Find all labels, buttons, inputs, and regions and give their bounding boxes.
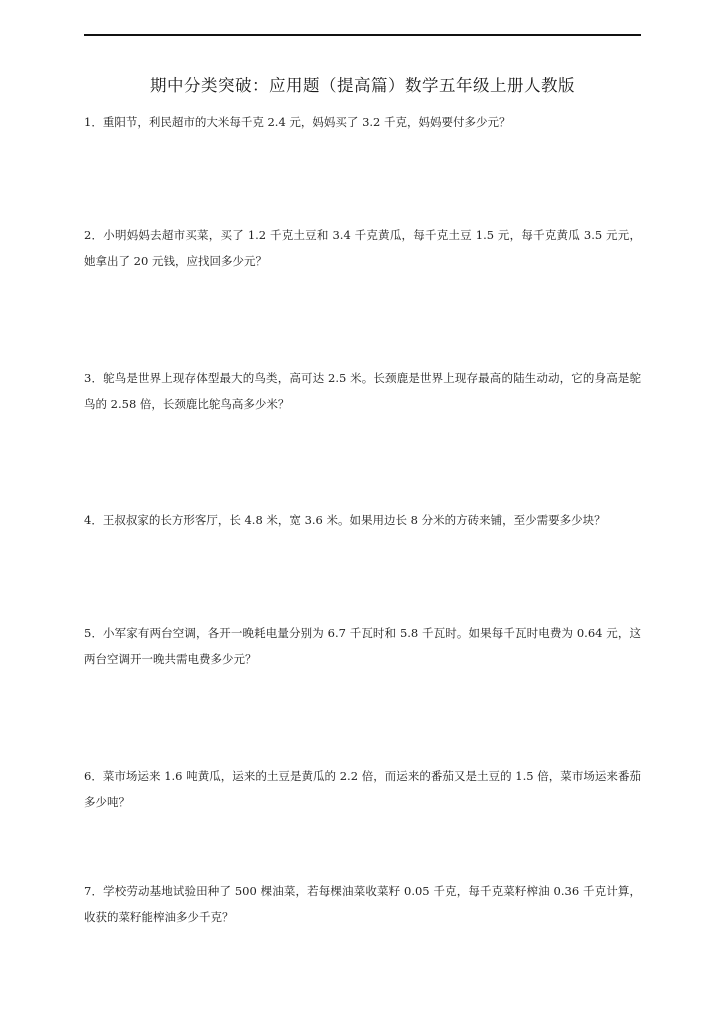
question-2: 2．小明妈妈去超市买菜，买了 1.2 千克土豆和 3.4 千克黄瓜，每千克土豆 1.5 元，每千克黄瓜 3.5 元元，她拿出了 20 元钱，应找回多少元？ xyxy=(84,228,641,268)
question-7: 7．学校劳动基地试验田种了 500 棵油菜，若每棵油菜收菜籽 0.05 千克，每千克菜籽榨油 0.36 千克计算，收获的菜籽能榨油多少千克？ xyxy=(84,884,641,924)
page-title: 期中分类突破：应用题（提高篇）数学五年级上册人教版 xyxy=(150,76,575,95)
question-5: 5．小军家有两台空调，各开一晚耗电量分别为 6.7 千瓦时和 5.8 千瓦时。如果每千瓦时电费为 0.64 元，这两台空调开一晚共需电费多少元？ xyxy=(84,626,641,666)
question-4: 4．王叔叔家的长方形客厅，长 4.8 米，宽 3.6 米。如果用边长 8 分米的方砖来铺，至少需要多少块？ xyxy=(84,513,606,527)
question-6: 6．菜市场运来 1.6 吨黄瓜，运来的土豆是黄瓜的 2.2 倍，而运来的番茄又是土豆的 1.5 倍，菜市场运来番茄多少吨？ xyxy=(84,769,641,809)
question-1: 1．重阳节，利民超市的大米每千克 2.4 元，妈妈买了 3.2 千克，妈妈要付多少元？ xyxy=(84,115,511,129)
top-divider xyxy=(84,34,641,36)
question-3: 3．鸵鸟是世界上现存体型最大的鸟类，高可达 2.5 米。长颈鹿是世界上现存最高的陆生动动，它的身高是鸵鸟的 2.58 倍，长颈鹿比鸵鸟高多少米？ xyxy=(84,371,641,411)
